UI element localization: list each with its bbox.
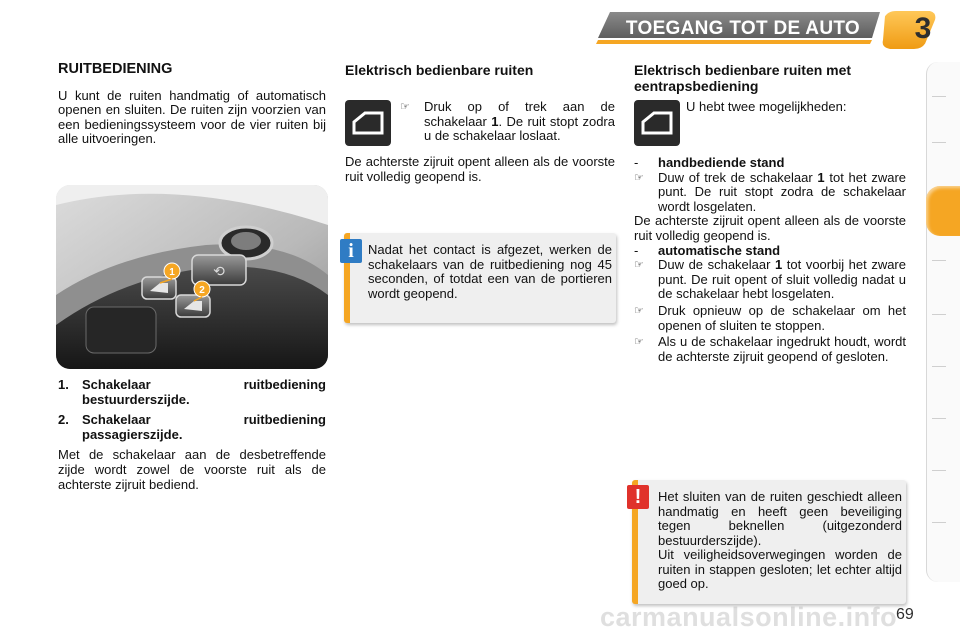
tab-divider	[932, 96, 946, 97]
list-item	[58, 413, 326, 442]
instruction-text: Druk op of trek aan de schakelaar 1. De ruit stopt zodra u de schakelaar loslaat.	[424, 99, 615, 144]
list-item	[634, 335, 906, 364]
instruction-text: Als u de schakelaar ingedrukt houdt, wordt de achterste zijruit geopend of gesloten.	[658, 334, 906, 364]
warning-text-2: Uit veiligheidsoverwegingen worden de ruiten in stappen gesloten; let echter altijd goed op.	[658, 547, 902, 592]
info-icon: i	[340, 239, 362, 263]
list-item	[634, 258, 906, 302]
tab-divider	[932, 418, 946, 419]
info-text: Nadat het contact is afgezet, werken de schakelaars van de ruitbediening nog 45 seconden, of totdat een van de portieren wordt geopend.	[368, 242, 612, 301]
tab-divider	[932, 314, 946, 315]
list-item	[400, 100, 615, 144]
warning-icon: !	[627, 485, 649, 509]
dash-marker: -	[634, 155, 639, 170]
hand-pointer-icon: ☞	[634, 171, 644, 184]
list-item	[634, 156, 906, 171]
section-title: Elektrisch bedienbare ruiten met eentrapsbediening	[634, 62, 852, 94]
list-item	[634, 171, 906, 215]
options-intro: U hebt twee mogelijkheden:	[686, 99, 847, 114]
page-number: 69	[896, 606, 914, 623]
active-chapter-tab[interactable]	[926, 186, 960, 236]
tab-divider	[932, 366, 946, 367]
chapter-tab-strip	[926, 62, 960, 582]
rear-window-note: De achterste zijruit opent alleen als de voorste ruit volledig geopend is.	[345, 154, 615, 184]
hand-pointer-icon: ☞	[634, 259, 644, 272]
chapter-number: 3	[914, 12, 932, 45]
window-switch-photo	[56, 185, 328, 369]
window-icon	[345, 100, 391, 146]
section-title: Elektrisch bedienbare ruiten	[345, 62, 534, 78]
hand-pointer-icon: ☞	[634, 336, 644, 349]
options-block	[634, 156, 906, 364]
header-band	[0, 0, 960, 50]
window-icon	[634, 100, 680, 146]
list-number: 2.	[58, 412, 69, 428]
svg-text:⟲: ⟲	[213, 264, 225, 280]
info-box	[344, 233, 616, 323]
column-elektrisch	[345, 62, 615, 78]
section-title: RUITBEDIENING	[58, 61, 173, 77]
list-text: Schakelaar ruitbediening passagierszijde.	[82, 412, 326, 442]
list-item	[634, 244, 906, 259]
column-ruitbediening	[58, 62, 326, 147]
rear-window-note: De achterste zijruit opent alleen als de voorste ruit volledig geopend is.	[634, 213, 906, 243]
instruction-text: Duw of trek de schakelaar 1 tot het zware punt. De ruit stopt zodra de schakelaar wordt losgelaten.	[658, 169, 906, 214]
list-text: Schakelaar ruitbediening bestuurderszijde.	[82, 377, 326, 407]
list-item	[58, 378, 326, 407]
instruction-text: Duw de schakelaar 1 tot voorbij het zware punt. De ruit opent of sluit volledig nadat u de schakelaar hebt losgelaten.	[658, 257, 906, 302]
list-number: 1.	[58, 377, 69, 392]
tab-divider	[932, 470, 946, 471]
dash-marker: -	[634, 242, 639, 258]
chapter-title: TOEGANG TOT DE AUTO	[625, 18, 860, 39]
watermark: carmanualsonline.info	[600, 602, 898, 632]
instruction-block	[400, 100, 615, 144]
warning-box	[632, 480, 906, 604]
column-eentraps	[634, 62, 906, 94]
hand-pointer-icon: ☞	[400, 101, 410, 113]
callout-2: 2	[199, 285, 205, 296]
tab-divider	[932, 142, 946, 143]
intro-paragraph: U kunt de ruiten handmatig of automatisch openen en sluiten. De ruiten zijn voorzien van een bedieningssysteem voor de vier ruiten bij alle uitvoeringen.	[58, 87, 326, 147]
option-label: handbediende stand	[658, 155, 785, 170]
instruction-text: Druk opnieuw op de schakelaar om het openen of sluiten te stoppen.	[658, 302, 906, 333]
closing-paragraph: Met de schakelaar aan de desbetreffende zijde wordt zowel de voorste ruit als de achterste zijruit bediend.	[58, 447, 326, 492]
tab-divider	[932, 260, 946, 261]
callout-1: 1	[169, 267, 175, 278]
tab-divider	[932, 522, 946, 523]
list-item	[634, 304, 906, 333]
hand-pointer-icon: ☞	[634, 304, 644, 317]
option-label: automatische stand	[658, 242, 781, 258]
warning-text-1: Het sluiten van de ruiten geschiedt alleen handmatig en heeft geen beveiliging tegen beknellen (uitgezonderd bestuurderszijde).	[658, 489, 902, 548]
switch-legend	[58, 378, 326, 492]
